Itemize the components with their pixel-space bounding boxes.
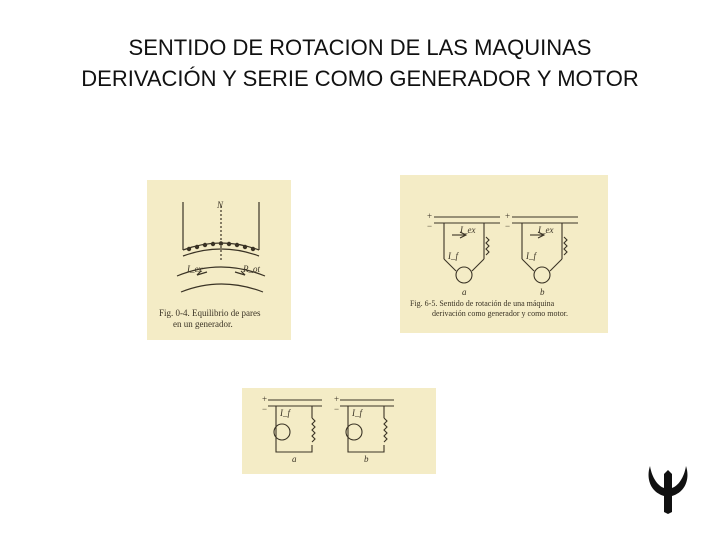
- field-label-right: I_f: [526, 251, 536, 261]
- plus-right: +: [334, 394, 340, 404]
- title-line-1: SENTIDO DE ROTACION DE LAS MAQUINAS: [128, 35, 592, 60]
- field-label-left: I_f: [280, 408, 290, 418]
- figure2-caption: [410, 299, 568, 319]
- figure-shunt-rotation: [400, 175, 608, 333]
- slide-title: [20, 32, 700, 94]
- title-line-2: DERIVACIÓN Y SERIE COMO GENERADOR Y MOTOR: [81, 66, 639, 91]
- sub-label-b: b: [364, 454, 369, 464]
- psi-logo-icon: [644, 464, 692, 516]
- plus-left: +: [262, 394, 268, 404]
- figure-torque-equilibrium: [147, 180, 291, 340]
- minus-right: −: [334, 404, 340, 414]
- sub-label-a: a: [462, 287, 467, 297]
- figure-series-rotation: [242, 388, 436, 474]
- current-label-left: I_ex: [460, 225, 476, 235]
- sub-label-b: b: [540, 287, 545, 297]
- figure1-caption-line1: Fig. 0-4. Equilibrio de pares: [159, 308, 261, 318]
- minus-right: −: [505, 221, 511, 231]
- figure2-caption-line1: Fig. 6-5. Sentido de rotación de una máquina: [410, 299, 555, 308]
- current-label-right: I_ex: [538, 225, 554, 235]
- sub-label-a: a: [292, 454, 297, 464]
- figure2-caption-line2: derivación como generador y como motor.: [432, 309, 568, 318]
- arrow-label-left: I_ex: [187, 264, 203, 274]
- field-label-right: I_f: [352, 408, 362, 418]
- minus-left: −: [427, 221, 433, 231]
- figure1-caption-line2: en un generador.: [173, 319, 233, 329]
- minus-left: −: [262, 404, 268, 414]
- arrow-label-right: R_ot: [243, 264, 260, 274]
- plus-right: +: [505, 211, 511, 221]
- pole-label: N: [217, 200, 224, 210]
- figure1-caption: [159, 308, 260, 330]
- plus-left: +: [427, 211, 433, 221]
- field-label-left: I_f: [448, 251, 458, 261]
